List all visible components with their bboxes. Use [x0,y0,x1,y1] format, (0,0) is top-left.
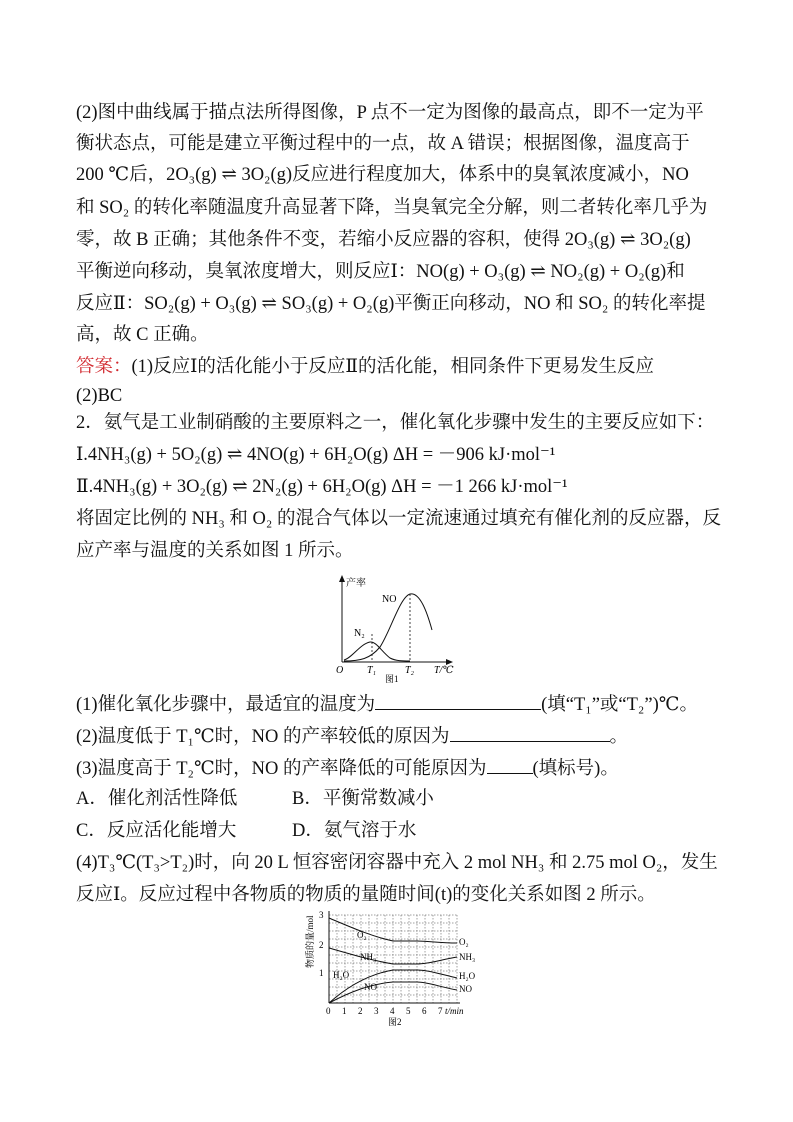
figure2-grid [329,915,457,1003]
question-intro: 2．氨气是工业制硝酸的主要原料之一，催化氧化步骤中发生的主要反应如下： [76,413,715,433]
figure2-xtick: 1 [342,1006,347,1016]
figure1-ylabel: 产率 [346,578,366,589]
figure2-right-label-no: NO [459,984,472,994]
figure-2 [300,908,500,1034]
figure1-no-label: NO [382,594,397,605]
answer-blank-2[interactable] [450,723,610,742]
option-a[interactable]: A．催化剂活性降低 [76,789,238,809]
explanation-line: 200 ℃后，2O₃(g) ⇌ 3O₂(g)反应进行程度加大，体系中的臭氧浓度减小，NO [76,165,689,185]
figure2-xtick: 2 [358,1006,363,1016]
figure2-inner-label-nh3: NH₃ [360,952,377,962]
setup-line: 应产率与温度的关系如图 1 所示。 [76,541,354,561]
explanation-line: 平衡逆向移动，臭氧浓度增大，则反应Ⅰ：NO(g) + O₃(g) ⇌ NO₂(g) + O₂(g)和 [76,262,685,282]
sub-question-1 [76,691,698,717]
figure2-xtick: 3 [374,1006,379,1016]
sub-question-4-cont: 反应Ⅰ。反应过程中各物质的物质的量随时间(t)的变化关系如图 2 所示。 [76,885,656,905]
figure2-ytick: 1 [319,968,324,978]
figure2-right-label-h2o: H₂O [459,971,476,981]
q2-end: 。 [609,727,629,747]
reaction-1: Ⅰ.4NH₃(g) + 5O₂(g) ⇌ 4NO(g) + 6H₂O(g) ΔH = －906 kJ·mol⁻¹ [76,445,556,465]
sub-question-2 [76,723,628,749]
figure2-right-label-o2: O₂ [459,937,469,947]
explanation-line: 反应Ⅱ：SO₂(g) + O₃(g) ⇌ SO₃(g) + O₂(g)平衡正向移动，NO 和 SO₂ 的转化率提 [76,294,706,314]
figure2-inner-label-o2: O₂ [357,930,367,940]
sub-question-3 [76,755,619,781]
answer-blank-1[interactable] [375,691,541,710]
figure2-inner-label-no: NO [364,982,377,992]
figure1-y-arrow [339,575,345,582]
figure1-caption: 图1 [385,674,399,684]
figure2-xtick: 5 [406,1006,411,1016]
reaction-2: Ⅱ.4NH₃(g) + 3O₂(g) ⇌ 2N₂(g) + 6H₂O(g) ΔH = －1 266 kJ·mol⁻¹ [76,477,568,497]
answer-line [76,355,654,379]
explanation-line: 衡状态点，可能是建立平衡过程中的一点，故 A 错误；根据图像，温度高于 [76,134,690,154]
setup-line: 将固定比例的 NH₃ 和 O₂ 的混合气体以一定流速通过填充有催化剂的反应器，反 [76,509,721,529]
figure1-n2-label: N₂ [354,628,365,639]
option-b[interactable]: B．平衡常数减小 [292,789,434,809]
figure1-xlabel: T/℃ [434,665,454,676]
answer-blank-3[interactable] [487,755,533,774]
figure1-t2: T₂ [405,665,415,676]
figure2-xtick: 7 [438,1006,443,1016]
figure2-xtick: 4 [390,1006,395,1016]
explanation-line: 零，故 B 正确；其他条件不变，若缩小反应器的容积，使得 2O₃(g) ⇌ 3O₂(g) [76,230,691,250]
sub-question-4: (4)T₃℃(T₃>T₂)时，向 20 L 恒容密闭容器中充入 2 mol NH₃ 和 2.75 mol O₂，发生 [76,853,718,873]
figure2-ytick: 2 [319,940,324,950]
q3-text: (3)温度高于 T₂℃时，NO 的产率降低的可能原因为 [76,759,487,779]
explanation-line: 高，故 C 正确。 [76,325,209,345]
figure2-nh3-curve [329,948,457,964]
q2-text: (2)温度低于 T₁℃时，NO 的产率较低的原因为 [76,727,450,747]
q1-text: (1)催化氧化步骤中，最适宜的温度为 [76,695,376,715]
q1-hint: (填“T₁”或“T₂”)℃。 [541,695,698,715]
q3-hint: (填标号)。 [532,759,619,779]
answer-text: (1)反应Ⅰ的活化能小于反应Ⅱ的活化能，相同条件下更易发生反应 [131,357,654,377]
figure2-xtick: 6 [422,1006,427,1016]
figure2-xtick: 0 [326,1006,331,1016]
option-d[interactable]: D．氨气溶于水 [292,821,417,841]
explanation-line: (2)图中曲线属于描点法所得图像，P 点不一定为图像的最高点，即不一定为平 [76,103,704,123]
answer-label: 答案： [76,357,132,377]
option-c[interactable]: C．反应活化能增大 [76,821,237,841]
figure2-xlabel: t/min [445,1006,464,1016]
explanation-line: 和 SO₂ 的转化率随温度升高显著下降，当臭氧完全分解，则二者转化率几乎为 [76,198,708,218]
figure2-inner-label-h2o: H₂O [333,970,350,980]
figure2-ylabel: 物质的量/mol [305,915,315,968]
figure1-origin: O [336,665,344,676]
answer-line-2: (2)BC [76,386,123,406]
figure1-t1: T₁ [367,665,377,676]
figure2-right-label-nh3: NH₃ [459,952,476,962]
figure2-caption: 图2 [388,1017,402,1027]
figure-1 [330,572,460,684]
figure1-n2-curve [344,642,410,661]
figure2-ytick: 3 [319,910,324,920]
